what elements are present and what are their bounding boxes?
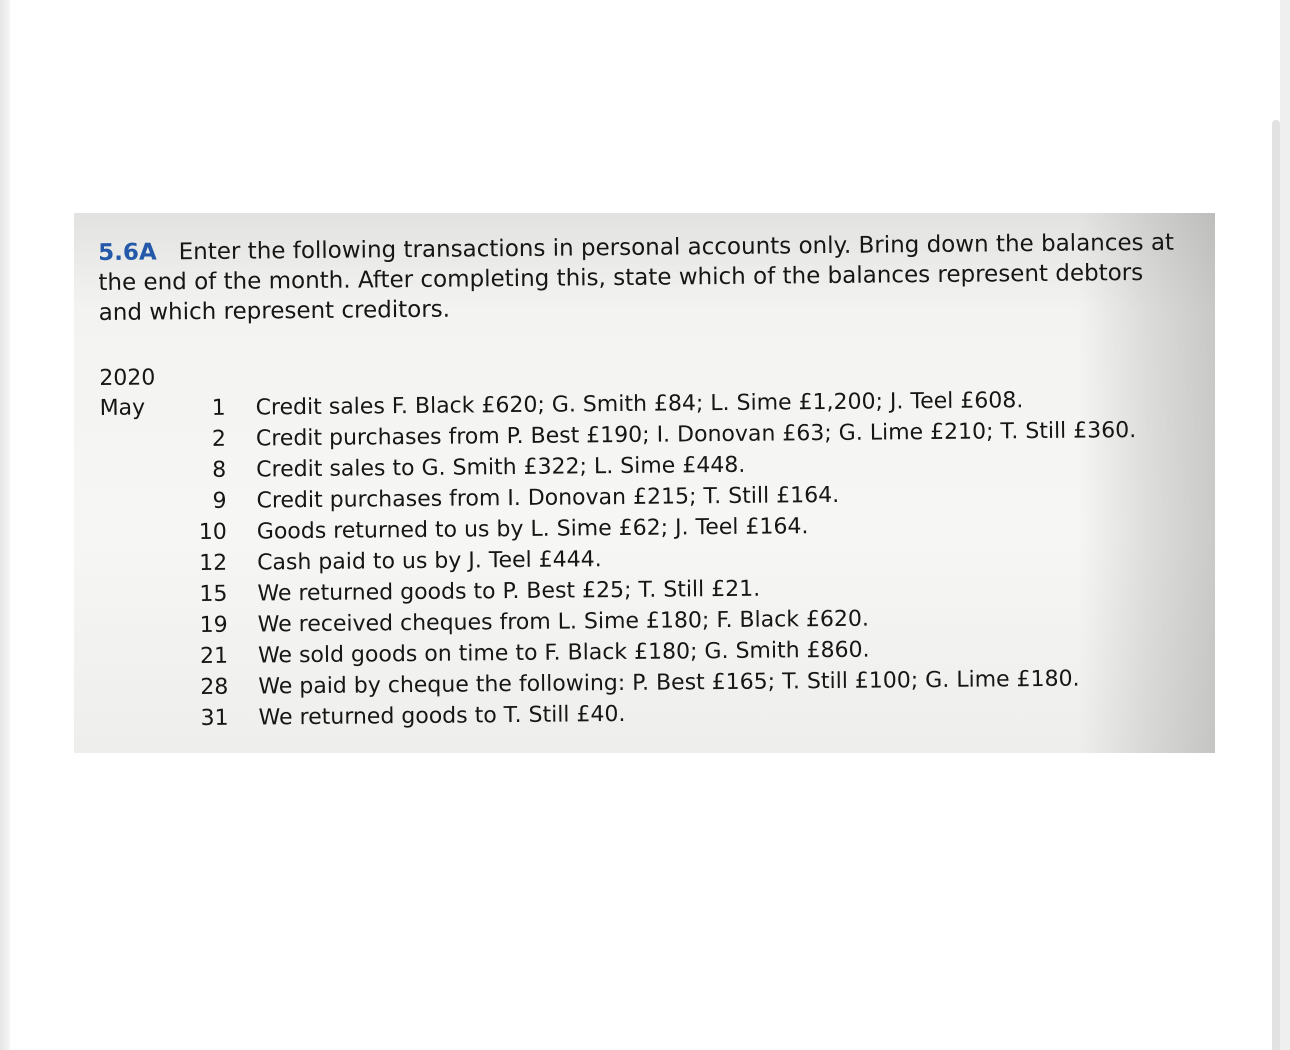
transaction-text: We received cheques from L. Sime £180; F. Black £620. xyxy=(257,606,870,638)
exercise-number: 5.6A xyxy=(98,239,157,266)
transaction-text: Goods returned to us by L. Sime £62; J. Teel £164. xyxy=(256,514,809,545)
exercise-instructions: Enter the following transactions in personal accounts only. Bring down the balances at the end of the month. After completing this, state which of the balances represent debtors and which represent creditors. xyxy=(98,229,1175,326)
transaction-text: We returned goods to P. Best £25; T. Still £21. xyxy=(257,576,761,607)
viewer-right-edge xyxy=(1280,0,1290,1050)
transaction-text: We returned goods to T. Still £40. xyxy=(258,701,626,731)
viewer-left-edge xyxy=(0,0,10,1050)
transaction-text: We paid by cheque the following: P. Best £165; T. Still £100; G. Lime £180. xyxy=(258,666,1080,700)
transaction-text: Credit sales F. Black £620; G. Smith £84; L. Sime £1,200; J. Teel £608. xyxy=(255,388,1024,421)
transaction-day: 8 xyxy=(212,457,227,483)
transaction-day: 2 xyxy=(211,426,227,452)
transactions-block xyxy=(99,354,1184,732)
transaction-day: 1 xyxy=(211,395,226,421)
transaction-day: 9 xyxy=(212,488,227,514)
transaction-text: Credit purchases from P. Best £190; I. Donovan £63; G. Lime £210; T. Still £360. xyxy=(255,418,1137,452)
transaction-text: Credit purchases from I. Donovan £215; T. Still £164. xyxy=(256,482,840,514)
year-label: 2020 xyxy=(99,365,156,391)
transaction-day: 28 xyxy=(200,674,229,701)
transaction-text: Credit sales to G. Smith £322; L. Sime £448. xyxy=(256,452,746,483)
exercise-intro xyxy=(98,228,1184,328)
transaction-day: 19 xyxy=(199,612,228,639)
exercise-block xyxy=(98,228,1184,732)
transaction-day: 12 xyxy=(199,550,228,577)
transaction-text: We sold goods on time to F. Black £180; G. Smith £860. xyxy=(257,637,870,669)
transaction-day: 10 xyxy=(198,519,227,546)
transaction-list xyxy=(187,384,1150,734)
scrollbar-thumb[interactable] xyxy=(1272,120,1280,1050)
month-label: May xyxy=(99,395,146,421)
transaction-day: 15 xyxy=(199,581,228,608)
page-photo xyxy=(74,213,1215,753)
transaction-text: Cash paid to us by J. Teel £444. xyxy=(257,547,602,576)
transaction-day: 21 xyxy=(199,643,229,670)
transaction-day: 31 xyxy=(200,705,229,732)
